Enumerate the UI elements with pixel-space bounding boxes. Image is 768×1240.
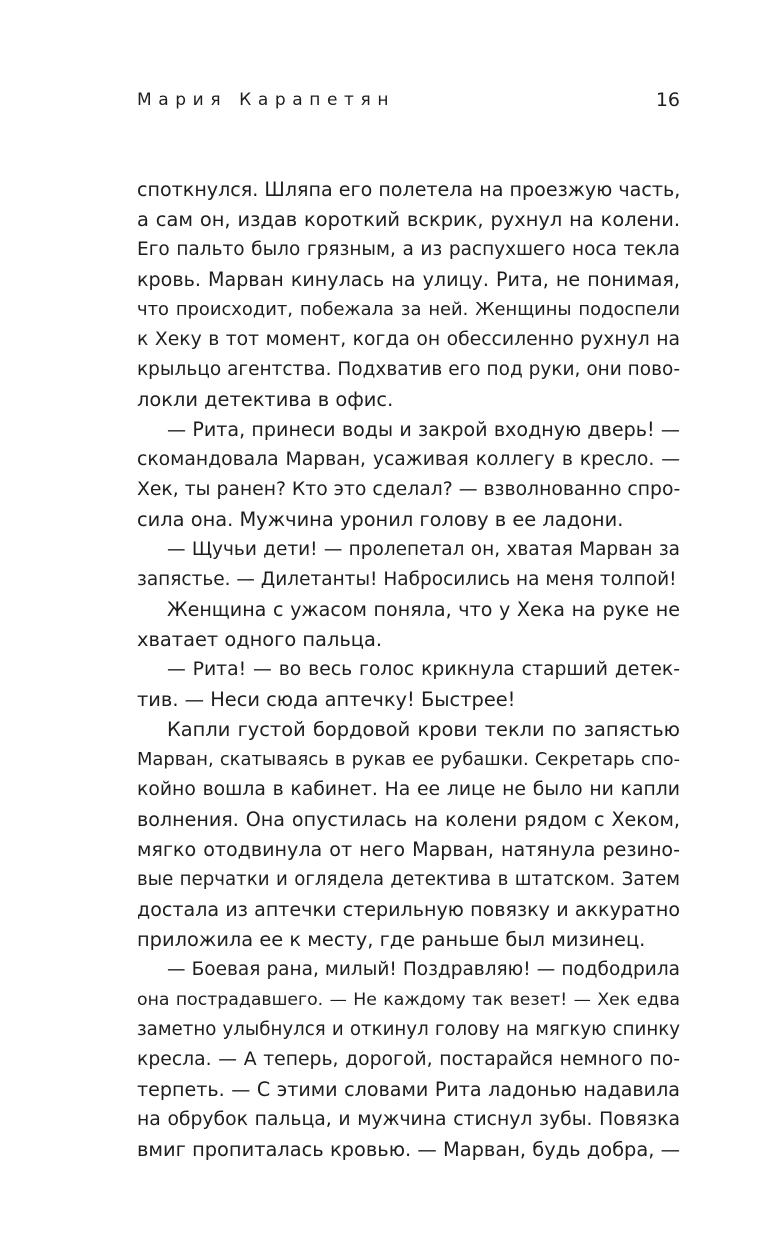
text-line: Марван, скатываясь в рукав ее рубашки. Секретарь спо-: [137, 749, 680, 770]
text-line: на обрубок пальца, и мужчина стиснул зубы. Повязка: [137, 1109, 680, 1130]
running-header: [137, 88, 680, 116]
text-line: скомандовала Марван, усаживая коллегу в кресло. —: [137, 449, 680, 470]
text-line: а сам он, издав короткий вскрик, рухнул на колени.: [137, 208, 680, 231]
text-line: койно вошла в кабинет. На ее лице не было ни капли: [137, 779, 680, 800]
text-line: — Боевая рана, милый! Поздравляю! — подбодрила: [167, 959, 680, 980]
text-line: она пострадавшего. — Не каждому так везет! — Хек едва: [137, 990, 680, 1010]
text-line: кресла. — А теперь, дорогой, постарайся немного по-: [137, 1049, 680, 1070]
text-line: терпеть. — С этими словами Рита ладонью надавила: [137, 1078, 680, 1101]
text-line: — Рита, принеси воды и закрой входную дверь! —: [167, 418, 680, 441]
text-line: что происходит, побежала за ней. Женщины подоспели: [137, 299, 680, 320]
text-line: — Рита! — во весь голос крикнула старший детек-: [167, 659, 680, 680]
author-name: Мария Карапетян: [137, 90, 396, 110]
text-line: сила она. Мужчина уронил голову в ее ладони.: [137, 508, 624, 531]
text-line: вмиг пропиталась кровью. — Марван, будь добра, —: [137, 1138, 680, 1161]
page-number: 16: [655, 89, 680, 111]
text-line: заметно улыбнулся и откинул голову на мягкую спинку: [137, 1019, 680, 1040]
text-line: приложила ее к месту, где раньше был мизинец.: [137, 928, 646, 951]
text-line: Женщина с ужасом поняла, что у Хека на руке не: [167, 598, 680, 621]
body-text: [137, 175, 680, 1165]
text-line: вые перчатки и оглядела детектива в штатском. Затем: [137, 869, 680, 890]
text-line: споткнулся. Шляпа его полетела на проезжую часть,: [137, 178, 681, 201]
text-line: хватает одного пальца.: [137, 628, 383, 651]
text-line: Капли густой бордовой крови текли по запястью: [167, 718, 680, 741]
text-line: достала из аптечки стерильную повязку и аккуратно: [137, 898, 680, 921]
text-line: к Хеку в тот момент, когда он обессиленно рухнул на: [137, 329, 680, 350]
text-line: волнения. Она опустилась на колени рядом с Хеком,: [137, 808, 680, 831]
text-line: крыльцо агентства. Подхватив его под руки, они пово-: [137, 359, 680, 380]
text-line: Его пальто было грязным, а из распухшего носа текла: [137, 239, 680, 260]
text-line: локли детектива в офис.: [137, 388, 394, 411]
text-line: — Щучьи дети! — пролепетал он, хватая Марван за: [167, 539, 680, 560]
text-line: Хек, ты ранен? Кто это сделал? — взволнованно спро-: [137, 479, 681, 500]
text-line: кровь. Марван кинулась на улицу. Рита, не понимая,: [137, 268, 680, 291]
text-line: запястье. — Дилетанты! Набросились на меня толпой!: [137, 569, 677, 590]
text-line: мягко отодвинула от него Марван, натянула резино-: [137, 838, 680, 861]
text-line: тив. — Неси сюда аптечку! Быстрее!: [137, 688, 516, 711]
